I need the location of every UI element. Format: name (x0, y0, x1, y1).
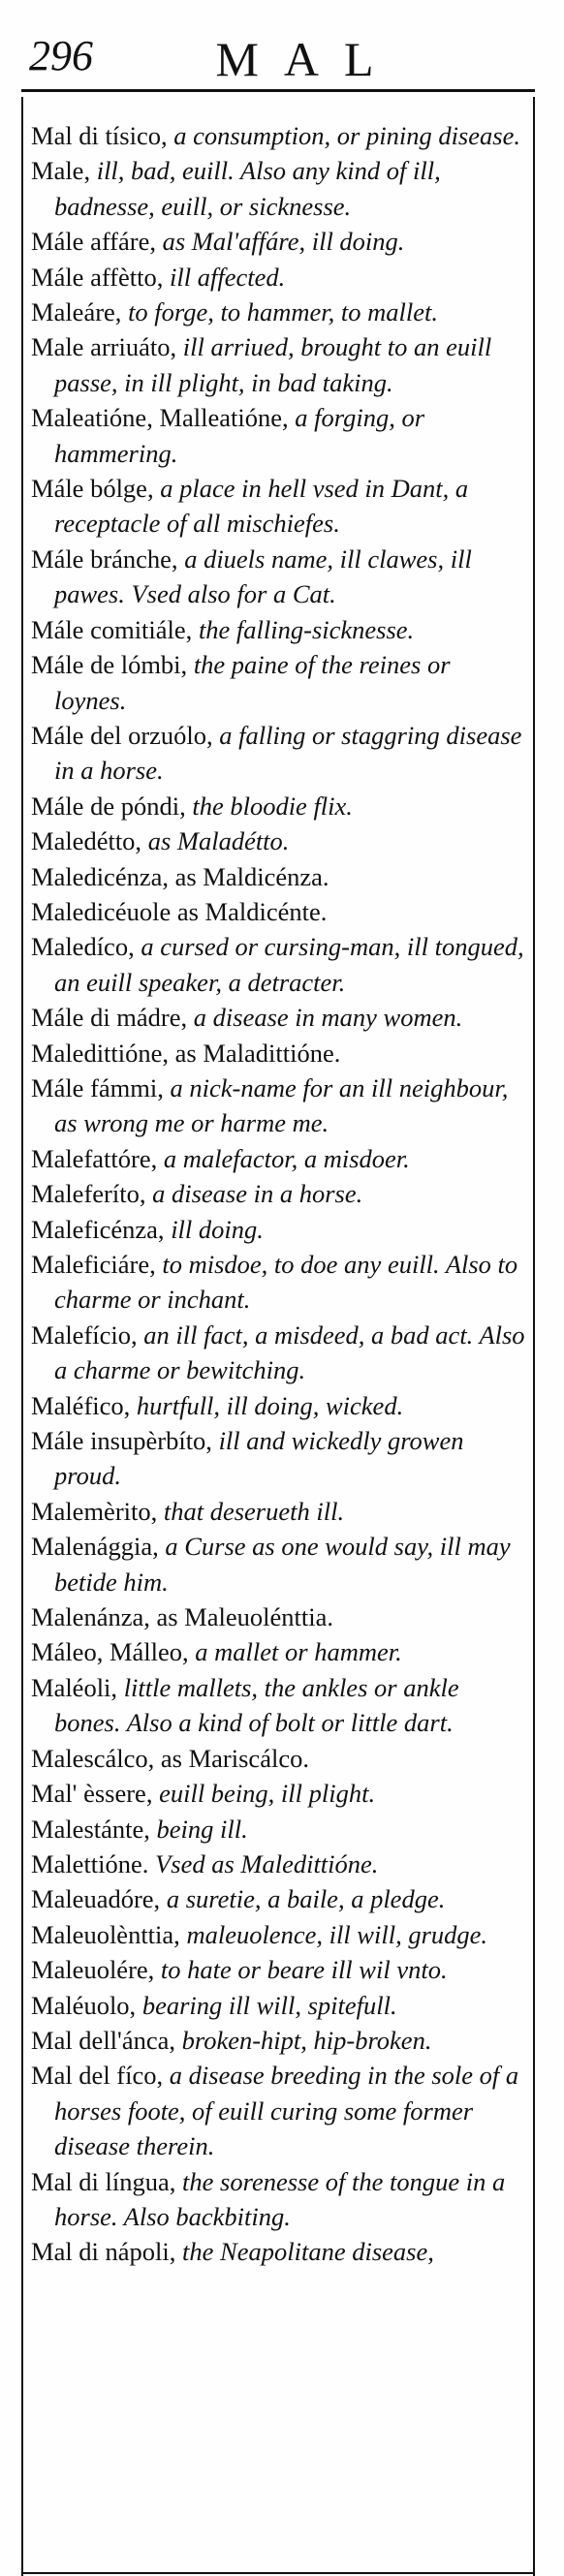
dictionary-entry (31, 1670, 527, 1741)
dictionary-entry (31, 1176, 527, 1211)
entry-headword: Mále di mádre, (31, 1003, 194, 1033)
entry-headword: Maleuolènttia, (31, 1919, 187, 1949)
entry-headword: Malestánte, (31, 1814, 157, 1844)
entry-headword: Mále insupèrbíto, (31, 1426, 219, 1456)
dictionary-entry (31, 1318, 527, 1388)
dictionary-entry (31, 400, 527, 471)
dictionary-entry (31, 2058, 527, 2163)
dictionary-entry (31, 1494, 527, 1529)
entry-headword: Malefício, (31, 1319, 144, 1350)
entry-definition: the falling-sicknesse. (198, 614, 415, 644)
dictionary-entry (31, 2023, 527, 2058)
dictionary-entry (31, 1529, 527, 1599)
dictionary-entry (31, 295, 527, 329)
entry-headword: Mále affáre, (31, 227, 163, 257)
entry-list (23, 97, 533, 2270)
dictionary-entry (31, 1212, 527, 1247)
dictionary-entry (31, 1071, 527, 1141)
dictionary-entry (31, 542, 527, 612)
bottom-rule (21, 2572, 535, 2574)
entry-definition: ill doing. (171, 1214, 264, 1244)
entry-definition: to forge, to hammer, to mallet. (128, 297, 439, 327)
entry-definition: a suretie, a baile, a pledge. (166, 1884, 446, 1914)
entry-headword: Maléuolo, (31, 1990, 142, 2020)
entry-headword: Mále bólge, (31, 474, 161, 504)
entry-definition: a disease in many women. (193, 1003, 463, 1033)
entry-definition: the paine of the reines or loynes. (54, 650, 451, 715)
entry-headword: Mále comitiále, (31, 614, 199, 644)
entry-definition: ill affected. (170, 262, 286, 292)
entry-column (21, 97, 535, 2576)
dictionary-entry (31, 1036, 527, 1071)
entry-definition: a forging, or hammering. (54, 403, 425, 468)
dictionary-entry (31, 1988, 527, 2023)
dictionary-entry (31, 1141, 527, 1176)
dictionary-entry (31, 1917, 527, 1952)
dictionary-entry (31, 1952, 527, 1987)
dictionary-entry (31, 1847, 527, 1881)
entry-definition: euill being, ill plight. (159, 1779, 376, 1809)
entry-headword: Mále bránche, (31, 543, 185, 574)
entry-definition: the sorenesse of the tongue in a horse. Also backbiting. (54, 2166, 506, 2231)
entry-headword: Malescálco, as Mariscálco. (31, 1743, 309, 1773)
dictionary-entry (31, 894, 527, 929)
entry-definition: as Mal'affáre, ill doing. (162, 227, 405, 257)
entry-definition: a place in hell vsed in Dant, a receptacle of all mischiefes. (54, 474, 469, 539)
entry-definition: ill and wickedly growen proud. (54, 1426, 464, 1491)
entry-headword: Mále affètto, (31, 262, 170, 292)
dictionary-entry (31, 859, 527, 894)
entry-headword: Maledicéuole as Maldicénte. (31, 896, 328, 926)
dictionary-entry (31, 118, 527, 153)
dictionary-entry (31, 2234, 527, 2269)
dictionary-entry (31, 647, 527, 718)
entry-headword: Maledétto, (31, 826, 148, 856)
entry-definition: a malefactor, a misdoer. (163, 1143, 410, 1173)
dictionary-entry (31, 2164, 527, 2235)
entry-headword: Maleuadóre, (31, 1884, 167, 1914)
page-header (21, 17, 535, 95)
entry-headword: Malemèrito, (31, 1496, 164, 1526)
entry-headword: Mal del fíco, (31, 2061, 170, 2091)
dictionary-entry (31, 1812, 527, 1847)
entry-headword: Mal' èssere, (31, 1779, 160, 1809)
entry-definition: hurtfull, ill doing, wicked. (136, 1390, 404, 1420)
entry-headword: Male arriuáto, (31, 332, 183, 362)
entry-headword: Maledicénza, as Maldicénza. (31, 861, 329, 891)
entry-definition: little mallets, the ankles or ankle bones. Also a kind of bolt or little dart. (54, 1672, 459, 1738)
entry-definition: a mallet or hammer. (195, 1637, 402, 1667)
entry-headword: Mal dell'ánca, (31, 2025, 182, 2055)
entry-headword: Mal di língua, (31, 2166, 183, 2196)
entry-definition: a falling or staggring disease in a horse. (54, 720, 522, 786)
entry-headword: Maleatióne, Malleatióne, (31, 403, 296, 433)
entry-definition: a cursed or cursing-man, ill tongued, an euill speaker, a detracter. (54, 932, 524, 997)
entry-headword: Maledíco, (31, 932, 141, 962)
entry-headword: Mal di nápoli, (31, 2237, 183, 2267)
dictionary-entry (31, 1741, 527, 1776)
entry-definition: to misdoe, to doe any euill. Also to charme or inchant. (54, 1250, 518, 1315)
entry-definition: a diuels name, ill clawes, ill pawes. Vsed also for a Cat. (54, 543, 472, 609)
dictionary-entry (31, 612, 527, 647)
entry-headword: Mal di tísico, (31, 121, 174, 150)
entry-definition: being ill. (156, 1814, 248, 1844)
dictionary-entry (31, 1881, 527, 1916)
entry-definition: ill arriued, brought to an euill passe, in ill plight, in bad taking. (54, 332, 492, 397)
entry-headword: Mále de póndi, (31, 791, 193, 821)
dictionary-entry (31, 1776, 527, 1811)
entry-definition: a disease breeding in the sole of a horses foote, of euill curing some former disease therein. (54, 2061, 519, 2161)
dictionary-entry (31, 1247, 527, 1318)
entry-definition: a nick-name for an ill neighbour, as wrong me or harme me. (54, 1072, 509, 1138)
dictionary-entry (31, 260, 527, 295)
entry-headword: Maledittióne, as Maladittióne. (31, 1038, 341, 1068)
page-number: 296 (29, 32, 93, 79)
entry-headword: Máleo, Málleo, (31, 1637, 196, 1667)
entry-definition: broken-hipt, hip-broken. (181, 2025, 432, 2055)
entry-headword: Maleuolére, (31, 1955, 161, 1985)
entry-definition: a Curse as one would say, ill may betide him. (54, 1532, 511, 1597)
entry-headword: Maleficiáre, (31, 1250, 163, 1279)
entry-definition: bearing ill will, spitefull. (141, 1990, 397, 2020)
header-rule (21, 89, 535, 92)
entry-headword: Malettióne. (31, 1848, 156, 1878)
entry-headword: Mále del orzuólo, (31, 720, 220, 750)
entry-definition: the bloodie flix. (192, 791, 353, 821)
entry-definition: a consumption, or pining disease. (173, 121, 520, 150)
dictionary-entry (31, 1423, 527, 1494)
entry-definition: maleuolence, ill will, grudge. (186, 1919, 488, 1949)
entry-definition: the Neapolitane disease, (182, 2237, 434, 2267)
entry-headword: Male, (31, 156, 97, 186)
dictionary-entry (31, 929, 527, 1000)
entry-definition: a disease in a horse. (152, 1179, 363, 1209)
entry-definition: an ill fact, a misdeed, a bad act. Also a charme or bewitching. (54, 1319, 525, 1385)
entry-headword: Malefattóre, (31, 1143, 164, 1173)
entry-headword: Maleferíto, (31, 1179, 153, 1209)
dictionary-entry (31, 153, 527, 224)
entry-definition: ill, bad, euill. Also any kind of ill, badnesse, euill, or sicknesse. (54, 156, 441, 221)
dictionary-entry (31, 224, 527, 259)
running-head: MAL (215, 32, 399, 86)
dictionary-entry (31, 1000, 527, 1035)
entry-definition: as Maladétto. (147, 826, 290, 856)
dictionary-entry (31, 1388, 527, 1423)
entry-definition: Vsed as Maledittióne. (155, 1848, 379, 1878)
dictionary-entry (31, 1599, 527, 1634)
dictionary-entry (31, 823, 527, 858)
dictionary-entry (31, 718, 527, 789)
entry-headword: Maleficénza, (31, 1214, 172, 1244)
entry-headword: Maléoli, (31, 1672, 124, 1702)
entry-definition: to hate or beare ill wil vnto. (160, 1955, 448, 1985)
dictionary-entry (31, 1634, 527, 1669)
entry-headword: Malenánza, as Maleuolénttia. (31, 1602, 333, 1632)
entry-headword: Mále de lómbi, (31, 650, 194, 680)
entry-headword: Maléfico, (31, 1390, 137, 1420)
dictionary-entry (31, 471, 527, 542)
entry-headword: Mále fámmi, (31, 1072, 171, 1102)
dictionary-entry (31, 329, 527, 400)
dictionary-entry (31, 789, 527, 823)
entry-definition: that deserueth ill. (163, 1496, 345, 1526)
entry-headword: Maleáre, (31, 297, 129, 327)
entry-headword: Malenággia, (31, 1532, 166, 1562)
